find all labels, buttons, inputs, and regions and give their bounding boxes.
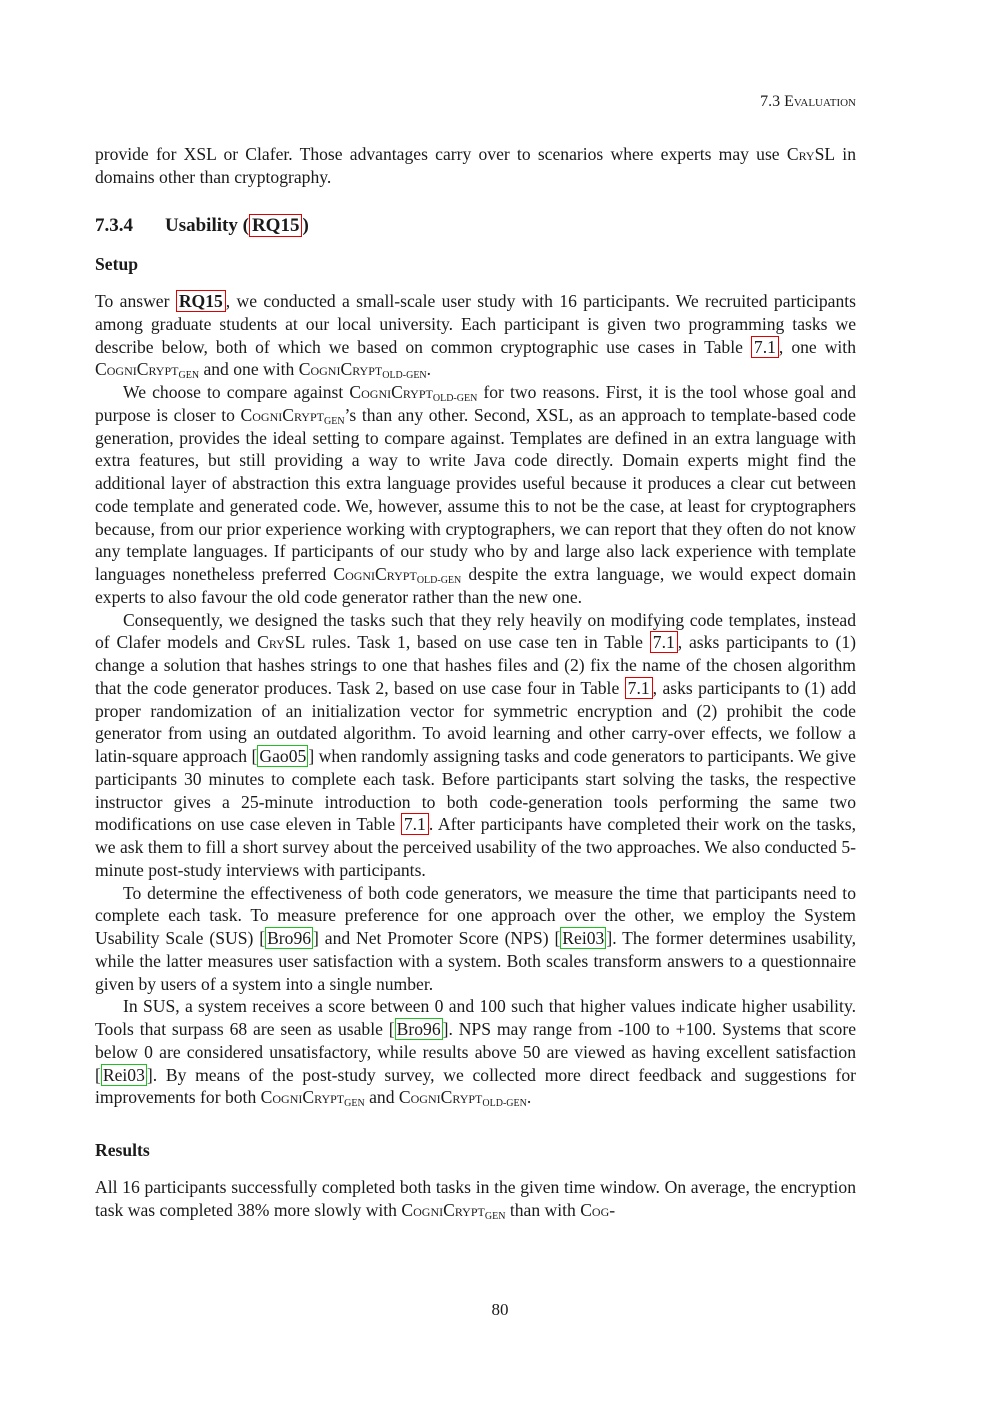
- text-span: To determine the effectiveness of both code generators, we measure the time that participants need to complete each task. To measure preference for one approach over the other, we employ the System Usability Scale (SUS): [95, 882, 856, 948]
- text-span: ): [302, 214, 309, 236]
- text-span: in domains other than cryptography.: [95, 144, 856, 187]
- citation-link[interactable]: Gao05: [259, 746, 307, 766]
- cognicrypt-name: CogniCrypt: [298, 359, 383, 380]
- paragraph: [95, 609, 856, 882]
- text-span: and one with: [199, 359, 299, 380]
- old-gen-subscript: OLD-GEN: [382, 370, 427, 382]
- text-span: . NPS may range from -100 to +100. Systems that score below 0 are considered unsatisfactory, while results above 50 are viewed as having excellent satisfaction: [95, 1019, 856, 1062]
- text-span: .: [526, 1087, 532, 1108]
- citation-bracket-close: ]: [308, 746, 315, 766]
- text-span: ’s than any other. Second, XSL, as an approach to template-based code generation, provides the ideal setting to compare against. Templates are defined in an extra language with extra features, but still providing a way to write Java code directly. Domain experts might find the additional layer of abstraction this extra language provides useful because it produces a clear cut between code template and generated code. We, however, assume this to not be the case, at least for cryptographers because, from our prior experience working with cryptographers, we can report that they often do not know any template languages. If participants of our study who by and large also lack experience with template languages nonetheless preferred: [95, 404, 856, 584]
- citation-bracket-open: [: [259, 928, 266, 948]
- cognicrypt-name: CogniCrypt: [349, 382, 433, 402]
- section-heading: [95, 215, 856, 238]
- crysl-name: CrySL: [786, 144, 836, 164]
- results-heading: Results: [95, 1140, 150, 1160]
- cognicrypt-name: CogniCrypt: [333, 564, 417, 584]
- text-span: All 16 participants successfully completed both tasks in the given time window. On average, the encryption task was completed 38% more slowly with: [95, 1176, 856, 1220]
- citation-link[interactable]: Bro96: [396, 1019, 441, 1039]
- cognicrypt-name: CogniCrypt: [401, 1199, 485, 1220]
- text-span: , asks participants to (1) add proper randomization of an initialization vector for symmetric encryption and (2) prohibit the code generator from using an outdated algorithm. To avoid learning and other carry-over effects, we follow a latin-square approach: [95, 677, 856, 766]
- citation-bracket-close: ]: [442, 1019, 449, 1039]
- citation-bracket-close: ]: [146, 1064, 153, 1085]
- text-span: despite the extra language, we would expect domain experts to also favour the old code generator rather than the new one.: [95, 564, 856, 607]
- text-span: . The former determines usability, while the latter measures user satisfaction with a system. Both scales transform answers to a questionnaire given by users of a system into a single number.: [95, 928, 856, 994]
- text-span: rules. Task 1, based on use case ten in Table: [305, 632, 650, 653]
- text-span: for two reasons. First, it is the tool whose goal and purpose is closer to: [95, 382, 856, 425]
- intro-paragraph: [95, 143, 856, 189]
- gen-subscript: GEN: [344, 1098, 365, 1110]
- table-ref-link[interactable]: 7.1: [625, 677, 653, 699]
- text-span: and Net Promoter Score (NPS): [318, 928, 555, 948]
- text-span: provide for XSL or Clafer. Those advantages carry over to scenarios where experts may use: [95, 144, 787, 164]
- cognicrypt-name: CogniCrypt: [260, 1087, 345, 1108]
- old-gen-subscript: OLD-GEN: [416, 575, 462, 586]
- citation-bracket-open: [: [388, 1019, 395, 1039]
- text-span: when randomly assigning tasks and code generators to participants. We give participants 30 minutes to complete each task. Before participants start solving the tasks, the respective instructor gives a 25-minute introduction to both code-generation tools performing the same two modifications on use case eleven in Table: [95, 746, 856, 835]
- text-span: To answer: [95, 291, 176, 311]
- paragraph: [95, 381, 856, 609]
- citation-bracket-open: [: [554, 928, 561, 948]
- rq15-link[interactable]: RQ15: [249, 214, 303, 237]
- citation-link[interactable]: Bro96: [267, 928, 312, 948]
- text-span: than with: [505, 1199, 581, 1220]
- text-span: , asks participants to (1) change a solution that hashes strings to one that hashes files and (2) fix the name of the chosen algorithm that the code generator produces. Task 2, based on use case four in Table: [95, 632, 856, 698]
- rq15-link[interactable]: RQ15: [176, 290, 226, 312]
- paragraph: [95, 290, 856, 381]
- citation-bracket-open: [: [251, 746, 258, 766]
- gen-subscript: GEN: [323, 415, 345, 427]
- paragraph: [95, 1176, 856, 1222]
- table-ref-link[interactable]: 7.1: [401, 813, 429, 835]
- citation-bracket-open: [: [95, 1064, 101, 1085]
- paragraph: [95, 882, 856, 996]
- text-span: . After participants have completed their work on the tasks, we ask them to fill a short survey about the perceived usability of the two approaches. We also conducted 5-minute post-study interviews with participants.: [95, 814, 856, 880]
- citation-link[interactable]: Rei03: [562, 928, 605, 948]
- gen-subscript: GEN: [178, 370, 200, 382]
- text-span: , we conducted a small-scale user study with 16 participants. We recruited participants among graduate students at our local university. Each participant is given two programming tasks we describe below, both of which we based on common cryptographic use cases in Table: [95, 291, 856, 357]
- page-number: 80: [491, 1300, 509, 1319]
- setup-heading: Setup: [95, 254, 139, 275]
- table-ref-link[interactable]: 7.1: [751, 336, 779, 358]
- section-title: Usability (: [165, 214, 249, 236]
- text-span: , one with: [778, 336, 856, 357]
- page-body: [95, 143, 856, 1221]
- gen-subscript: GEN: [484, 1210, 506, 1222]
- text-span: In SUS, a system receives a score between 0 and 100 such that higher values indicate higher usability. Tools that surpass 68 are seen as usable: [95, 996, 856, 1039]
- citation-link[interactable]: Rei03: [102, 1064, 145, 1085]
- crysl-name: CrySL: [257, 632, 306, 653]
- text-span: We choose to compare against: [123, 382, 350, 402]
- cognicrypt-name: CogniCrypt: [398, 1087, 483, 1108]
- running-head: 7.3 Evaluation: [760, 93, 856, 110]
- paragraph: [95, 995, 856, 1109]
- citation-bracket-close: ]: [313, 928, 319, 948]
- cognicrypt-name: CogniCrypt: [240, 404, 324, 425]
- text-span: .: [426, 359, 432, 380]
- section-number: 7.3.4: [95, 214, 133, 236]
- cognicrypt-name: CogniCrypt: [95, 359, 179, 380]
- table-ref-link[interactable]: 7.1: [650, 631, 678, 653]
- text-span: Consequently, we designed the tasks such that they rely heavily on modifying code templates, instead of Clafer models and: [95, 609, 856, 653]
- old-gen-subscript: OLD-GEN: [432, 393, 478, 404]
- old-gen-subscript: OLD-GEN: [482, 1098, 527, 1110]
- cognicrypt-hyphenated: Cog-: [580, 1199, 616, 1220]
- text-span: . By means of the post-study survey, we collected more direct feedback and suggestions for improvements for both: [95, 1064, 856, 1108]
- text-span: and: [364, 1087, 399, 1108]
- citation-bracket-close: ]: [606, 928, 613, 948]
